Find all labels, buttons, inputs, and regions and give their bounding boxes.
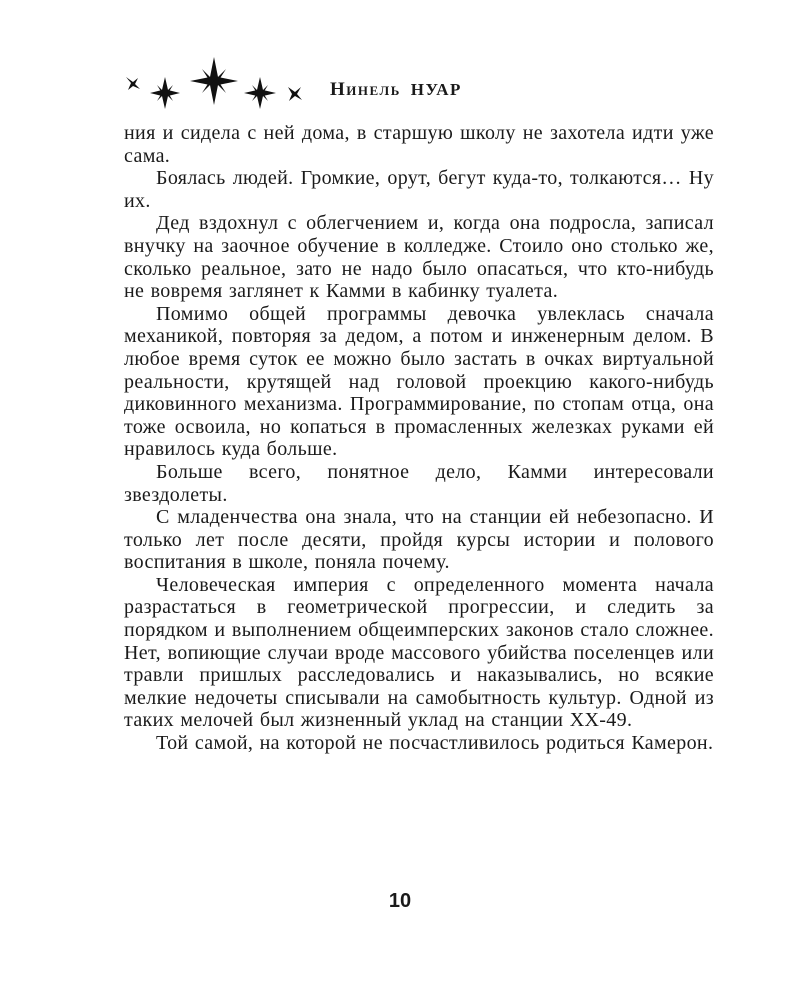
running-header: [120, 55, 700, 115]
star-icon: [126, 77, 140, 90]
body-text: [124, 122, 714, 755]
paragraph: Той самой, на которой не посчастливилось родиться Камерон.: [156, 732, 714, 755]
author-surname: НУАР: [410, 80, 462, 99]
star-icon: [288, 87, 302, 101]
running-head-title: [330, 79, 462, 101]
star-icon: [150, 77, 180, 109]
star-icon: [244, 77, 276, 109]
author-name: Нинель: [330, 79, 401, 100]
sparkle-stars-icon: [120, 55, 320, 115]
paragraph: Больше всего, понятное дело, Камми интересовали звездолеты.: [124, 460, 714, 506]
paragraph: Помимо общей программы девочка увлеклась сначала механикой, повторяя за дедом, а потом и инженерным делом. В любое время суток ее можно было застать в очках виртуальной реальности, крутящей над головой проекцию какого-нибудь диковинного механизма. Программирование, по стопам отца, она тоже освоила, но копаться в промасленных железках руками ей нравилось куда больше.: [124, 302, 714, 461]
paragraph: С младенчества она знала, что на станции ей небезопасно. И только лет после десяти, пройдя курсы истории и полового воспитания в школе, поняла почему.: [124, 506, 714, 574]
paragraph: ния и сидела с ней дома, в старшую школу не захотела идти уже сама.: [124, 122, 714, 167]
paragraph: Человеческая империя с определенного момента начала разрастаться в геометрической прогрессии, и следить за порядком и выполнением общеимперских законов стало сложнее. Нет, вопиющие случаи вроде массового убийства поселенцев или травли пришлых расследовались и наказывались, но всякие мелкие недочеты списывали на самобытность культур. Одной из таких мелочей был жизненный уклад на станции ХХ-49.: [124, 573, 714, 732]
star-icon: [190, 57, 238, 105]
paragraph: Боялась людей. Громкие, орут, бегут куда-то, толкаются… Ну их.: [124, 167, 714, 212]
page-number: 10: [388, 890, 412, 912]
paragraph: Дед вздохнул с облегчением и, когда она подросла, записал внучку на заочное обучение в колледже. Стоило оно столько же, сколько реальное, зато не надо было опасаться, что кто-нибудь не вовремя заглянет к Камми в кабинку туалета.: [124, 212, 714, 303]
